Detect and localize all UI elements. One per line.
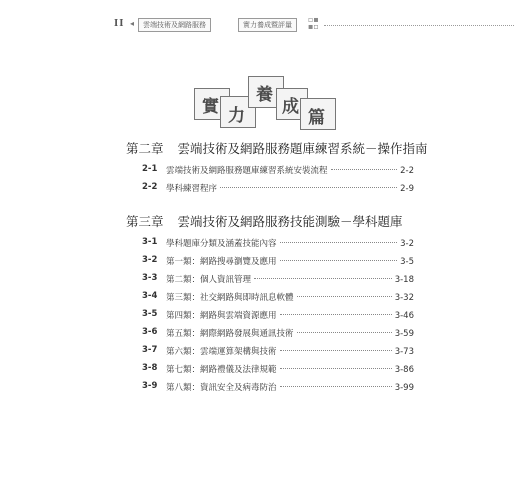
entry-page: 2-9 [400, 184, 414, 194]
entry-number: 3-3 [142, 273, 158, 283]
title-char: 養 [256, 85, 273, 105]
entry-page: 3-46 [394, 311, 414, 321]
leader-dots [280, 260, 398, 261]
toc-entry[interactable] [142, 273, 414, 291]
entry-page: 3-32 [394, 293, 414, 303]
part-title [192, 74, 342, 136]
title-char: 實 [202, 97, 219, 117]
leader-dots [254, 278, 392, 279]
leader-dots [280, 314, 392, 315]
entry-page: 3-59 [394, 329, 414, 339]
entry-number: 2-1 [142, 164, 158, 174]
header-book-title: 雲端技術及網路服務 [138, 18, 211, 32]
entry-title: 第八類：資訊安全及病毒防治 [166, 383, 277, 393]
entry-title: 第五類：網際網路發展與通訊技術 [166, 329, 294, 339]
toc-list [142, 164, 414, 200]
toc-entry[interactable] [142, 291, 414, 309]
toc-entry[interactable] [142, 255, 414, 273]
chapter-number: 第二章 [126, 141, 164, 156]
toc-entry[interactable] [142, 237, 414, 255]
entry-page: 2-2 [400, 166, 414, 176]
entry-title: 學科練習程序 [166, 184, 218, 194]
leader-dots [297, 332, 392, 333]
leader-dots [331, 169, 398, 170]
header-section-title: 實力養成暨評量 [238, 18, 297, 32]
chapter-number: 第三章 [126, 214, 164, 229]
leader-dots [297, 296, 392, 297]
entry-title: 第三類：社交網路與即時訊息軟體 [166, 293, 294, 303]
entry-number: 3-5 [142, 309, 158, 319]
header-rule [324, 25, 514, 26]
page-number: II [114, 19, 125, 29]
toc-entry[interactable] [142, 363, 414, 381]
toc-entry[interactable] [142, 164, 414, 182]
toc-entry[interactable] [142, 381, 414, 399]
entry-page: 3-86 [394, 365, 414, 375]
leader-dots [280, 368, 392, 369]
leader-dots [280, 386, 392, 387]
entry-page: 3-5 [400, 257, 414, 267]
entry-number: 2-2 [142, 182, 158, 192]
entry-page: 3-99 [394, 383, 414, 393]
toc-entry[interactable] [142, 309, 414, 327]
entry-title: 第六類：雲端運算架構與技術 [166, 347, 277, 357]
entry-number: 3-7 [142, 345, 158, 355]
title-char: 力 [228, 106, 245, 126]
chapter-heading [126, 212, 403, 230]
entry-title: 第一類：網路搜尋瀏覽及應用 [166, 257, 277, 267]
entry-number: 3-4 [142, 291, 158, 301]
entry-title: 第四類：網路與雲端資源應用 [166, 311, 277, 321]
leader-dots [220, 187, 397, 188]
toc-entry[interactable] [142, 345, 414, 363]
leader-dots [280, 350, 392, 351]
toc-entry[interactable] [142, 182, 414, 200]
entry-number: 3-9 [142, 381, 158, 391]
entry-title: 第二類：個人資訊管理 [166, 275, 252, 285]
entry-number: 3-2 [142, 255, 158, 265]
entry-page: 3-73 [394, 347, 414, 357]
toc-list [142, 237, 414, 399]
entry-page: 3-18 [394, 275, 414, 285]
entry-title: 雲端技術及網路服務題庫練習系統安裝流程 [166, 166, 328, 176]
chapter-title: 雲端技術及網路服務題庫練習系統－操作指南 [177, 141, 428, 156]
chapter-heading [126, 139, 428, 157]
toc-entry[interactable] [142, 327, 414, 345]
entry-title: 學科題庫分類及涵蓋技能內容 [166, 239, 277, 249]
entry-page: 3-2 [400, 239, 414, 249]
leader-dots [280, 242, 398, 243]
entry-number: 3-1 [142, 237, 158, 247]
running-header [114, 16, 514, 34]
entry-title: 第七類：網路禮儀及法律規範 [166, 365, 277, 375]
chapter-title: 雲端技術及網路服務技能測驗－學科題庫 [177, 214, 403, 229]
header-separator-icon: ◂ [130, 19, 135, 28]
entry-number: 3-8 [142, 363, 158, 373]
entry-number: 3-6 [142, 327, 158, 337]
header-ornament-icon: ▫▪ ▪▫ [308, 15, 319, 31]
title-char: 篇 [308, 108, 325, 128]
title-char: 成 [282, 97, 299, 117]
